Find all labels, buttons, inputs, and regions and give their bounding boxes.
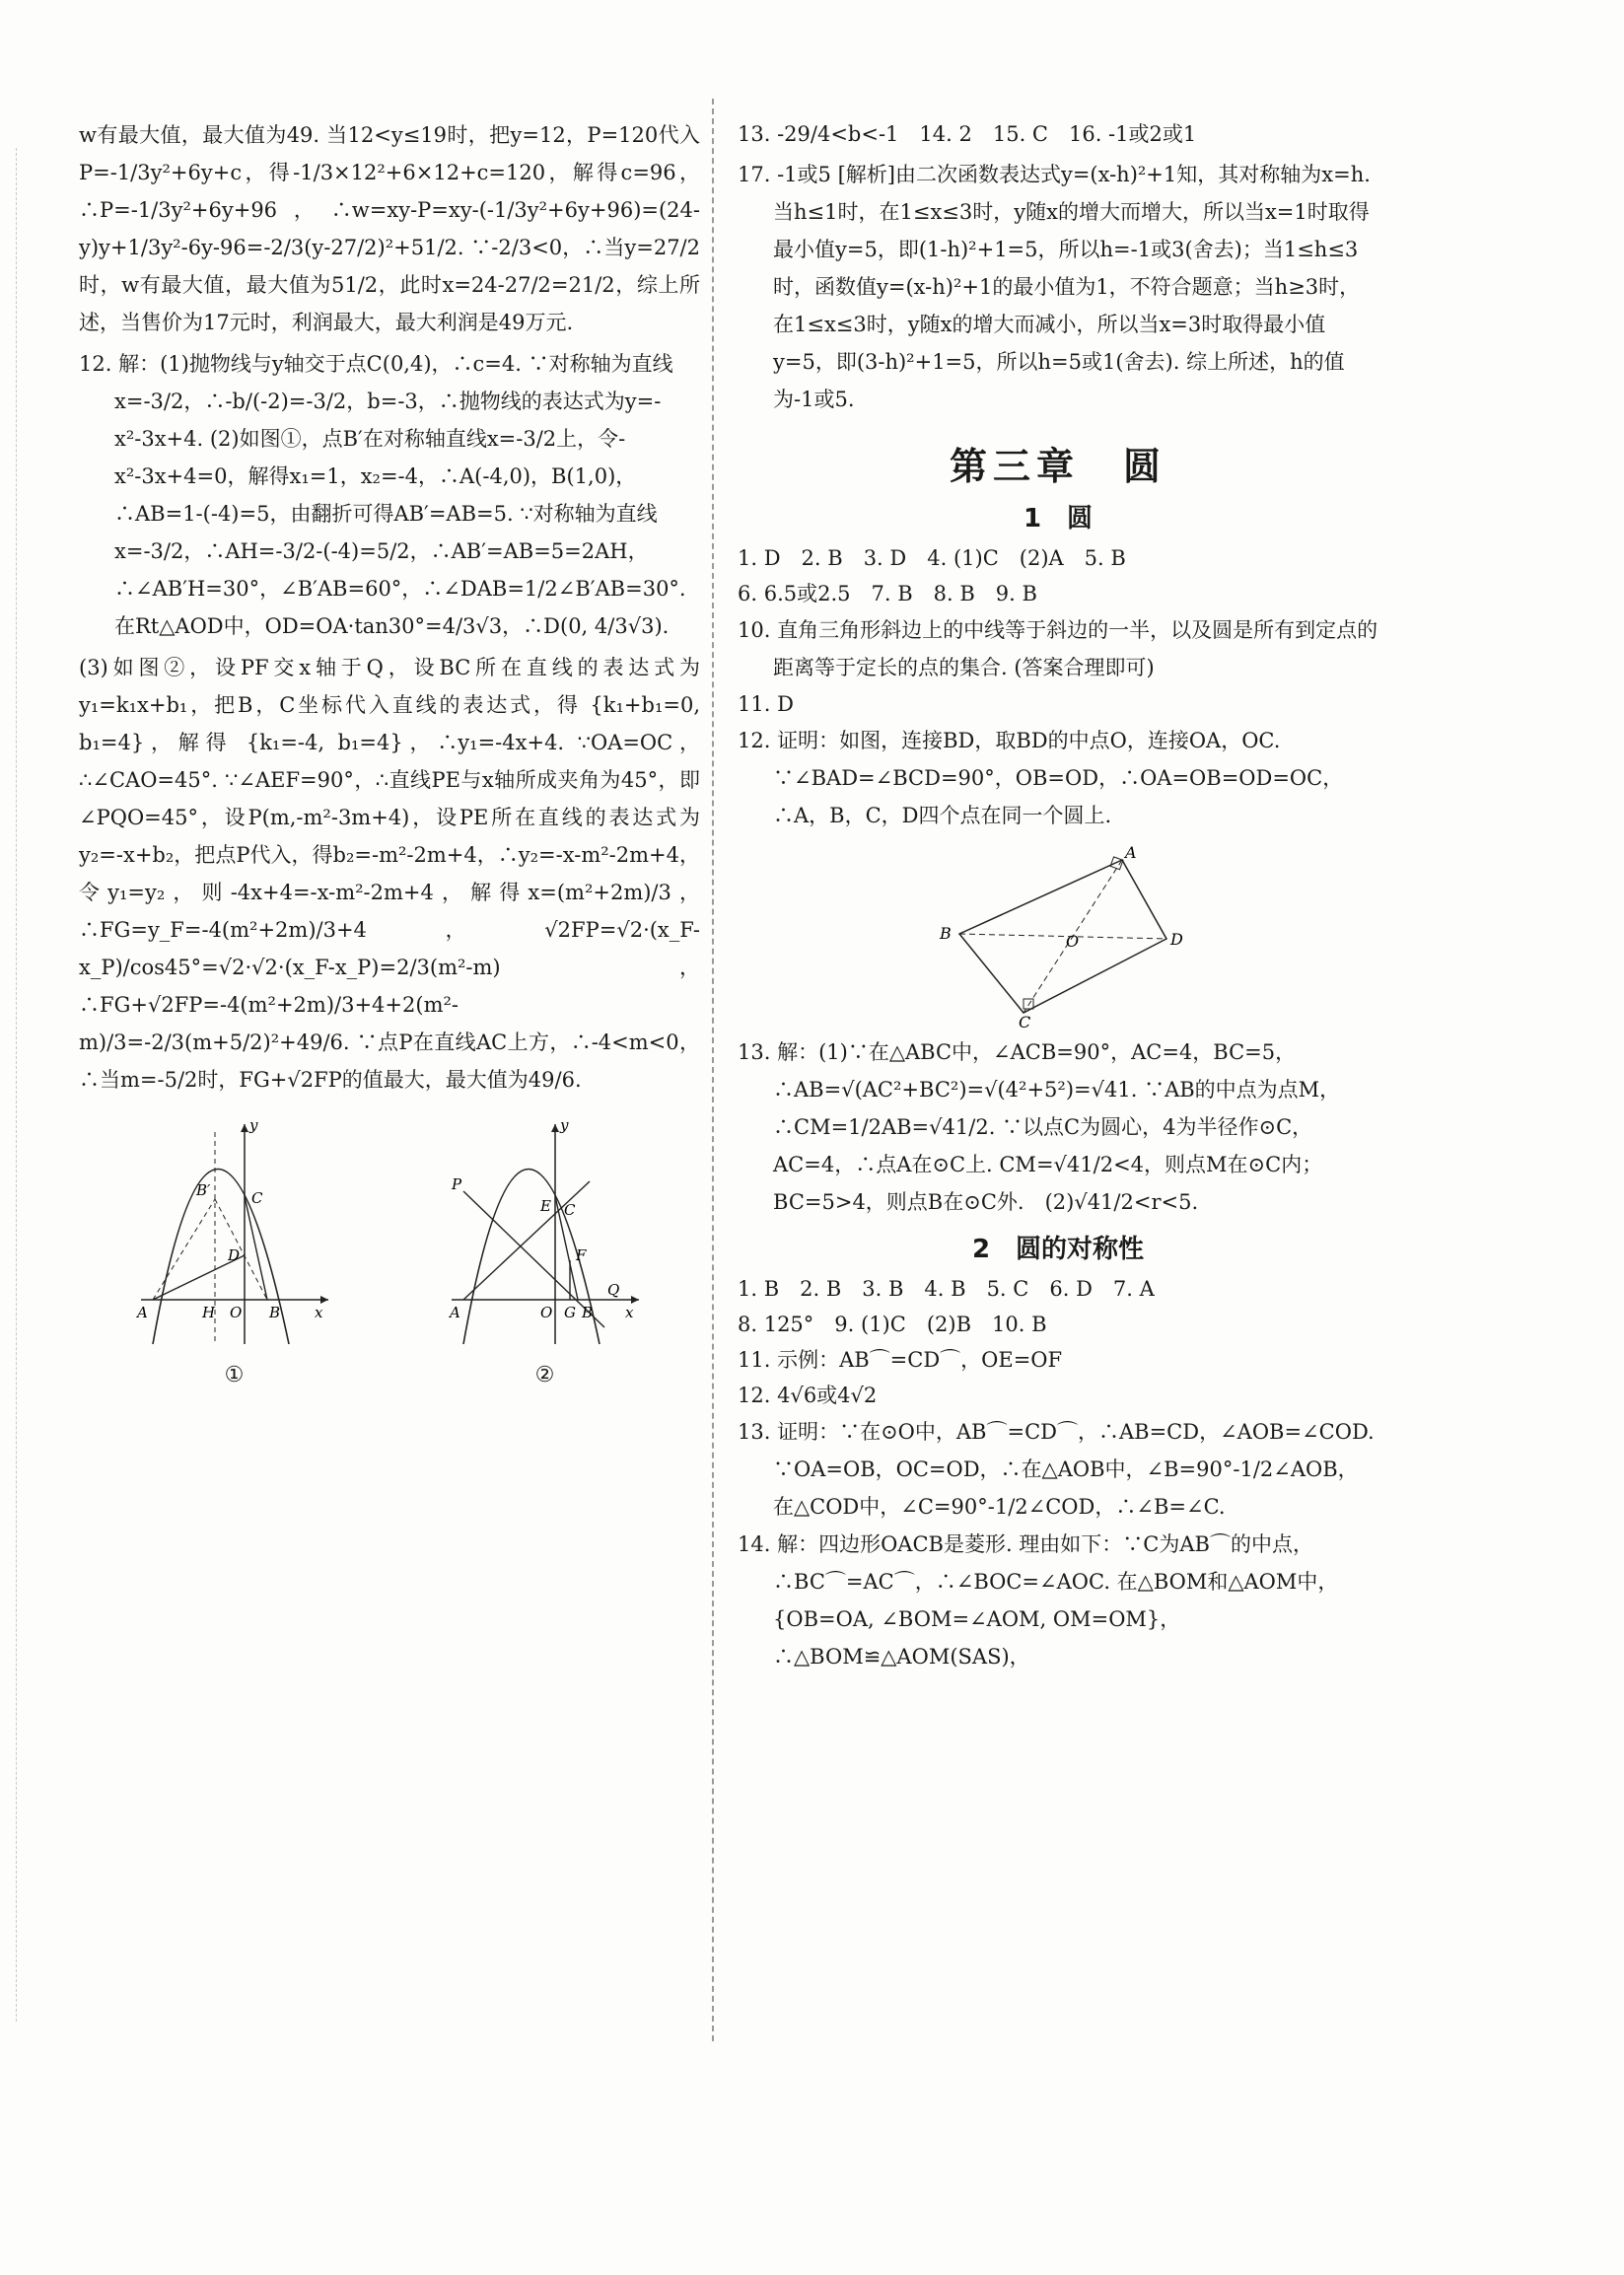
q12-part3: (3)如图②，设PF交x轴于Q，设BC所在直线的表达式为y₁=k₁x+b₁，把B，C坐标代入直线的表达式，得 {k₁+b₁=0, b₁=4}，解得 {k₁=-4, b₁=4}，∴y₁=-4x+4. ∵OA=OC，∴∠CAO=45°. ∵∠AEF=90°，∴直线PE与x轴所成夹角为45°，即∠PQO=45°，设P(m,-m²-3m+4)，设PE所在直线的表达式为y₂=-x+b₂，把点P代入，得b₂=-m²-2m+4，∴y₂=-x-m²-2m+4，令y₁=y₂，则-4x+4=-x-m²-2m+4，解得x=(m²+2m)/3，∴FG=y_F=-4(m²+2m)/3+4，√2FP=√2·(x_F-x_P)/cos45°=√2·√2·(x_F-x_P)=2/3(m²-m)，∴FG+√2FP=-4(m²+2m)/3+4+2(m²-m)/3=-2/3(m+5/2)²+49/6. ∵点P在直线AC上方，∴-4<m<0，∴当m=-5/2时，FG+√2FP的值最大，最大值为49/6.	[79, 656, 700, 1092]
quadrilateral-figure	[930, 840, 1186, 1028]
answers-13-16: 13. -29/4<b<-1 14. 2 15. C 16. -1或2或1	[738, 122, 1197, 146]
fig2-label: B	[581, 1304, 593, 1321]
right-column	[738, 116, 1378, 1675]
quad-label: A	[1125, 843, 1137, 862]
fig1-label: A	[136, 1304, 148, 1321]
fig2-label: x	[624, 1304, 633, 1321]
figure-1-caption: ①	[224, 1363, 245, 1387]
figure-2-caption: ②	[534, 1363, 555, 1387]
fig2-label: F	[575, 1246, 586, 1264]
chapter-title: 第三章 圆	[949, 445, 1166, 488]
s1-answers-2: 6. 6.5或2.5 7. B 8. B 9. B	[738, 582, 1037, 605]
fig2-label: y	[559, 1116, 568, 1134]
fig1-label: D	[227, 1246, 240, 1264]
fig2-label: C	[563, 1201, 575, 1219]
fig1-label: H	[201, 1304, 215, 1321]
fig1-label: B′	[195, 1181, 210, 1199]
fig1-label: O	[229, 1304, 242, 1321]
q17: 17. -1或5 [解析]由二次函数表达式y=(x-h)²+1知，其对称轴为x=h. 当h≤1时，在1≤x≤3时，y随x的增大而增大，所以当x=1时取得最小值y=5，即(1-h)²+1=5，所以h=-1或3(舍去)；当1≤h≤3时，函数值y=(x-h)²+1的最小值为1，不符合题意；当h≥3时，在1≤x≤3时，y随x的增大而减小，所以当x=3时取得最小值y=5，即(3-h)²+1=5，所以h=5或1(舍去). 综上所述，h的值为-1或5.	[738, 163, 1371, 411]
s2-answer-12: 12. 4√6或4√2	[738, 1384, 878, 1407]
figure-1	[131, 1112, 338, 1387]
s1-q10: 10. 直角三角形斜边上的中线等于斜边的一半，以及圆是所有到定点的距离等于定长的点的集合. (答案合理即可)	[738, 618, 1378, 679]
parabola-figure-1	[131, 1112, 338, 1359]
s1-answer-11: 11. D	[738, 692, 794, 716]
fig2-label: Q	[606, 1281, 619, 1299]
q12-part1: 12. 解：(1)抛物线与y轴交于点C(0,4)，∴c=4. ∵对称轴为直线x=-3/2，∴-b/(-2)=-3/2，b=-3，∴抛物线的表达式为y=-x²-3x+4. (2)如图①，点B′在对称轴直线x=-3/2上，令-x²-3x+4=0，解得x₁=1，x₂=-4，∴A(-4,0)，B(1,0)，∴AB=1-(-4)=5，由翻折可得AB′=AB=5. ∵对称轴为直线x=-3/2，∴AH=-3/2-(-4)=5/2，∴AB′=AB=5=2AH，∴∠AB′H=30°，∠B′AB=60°，∴∠DAB=1/2∠B′AB=30°. 在Rt△AOD中，OD=OA·tan30°=4/3√3，∴D(0, 4/3√3).	[79, 352, 686, 638]
column-divider	[712, 99, 714, 2041]
figure-2	[442, 1112, 649, 1387]
fig2-label: A	[449, 1304, 460, 1321]
quad-label: D	[1170, 930, 1183, 949]
fig1-label: B	[268, 1304, 280, 1321]
quad-label: O	[1066, 932, 1080, 951]
fig1-label: C	[250, 1189, 262, 1207]
s2-q14: 14. 解：四边形OACB是菱形. 理由如下：∵C为AB⌒的中点，∴BC⌒=AC⌒，∴∠BOC=∠AOC. 在△BOM和△AOM中，{OB=OA, ∠BOM=∠AOM, OM=OM}，∴△BOM≌△AOM(SAS)，	[738, 1532, 1339, 1669]
quad-label: B	[940, 924, 952, 943]
fig1-label: y	[248, 1116, 257, 1134]
figure-row	[79, 1112, 700, 1387]
left-column	[79, 116, 700, 1387]
s1-answers-1: 1. D 2. B 3. D 4. (1)C (2)A 5. B	[738, 546, 1126, 570]
s2-answers-2: 8. 125° 9. (1)C (2)B 10. B	[738, 1313, 1047, 1336]
section-2-title: 2 圆的对称性	[971, 1235, 1145, 1264]
fig2-label: E	[539, 1197, 551, 1215]
q11-continuation: w有最大值，最大值为49. 当12<y≤19时，把y=12，P=120代入P=-1/3y²+6y+c，得-1/3×12²+6×12+c=120，解得c=96，∴P=-1/3y²+6y+96，∴w=xy-P=xy-(-1/3y²+6y+96)=(24-y)y+1/3y²-6y-96=-2/3(y-27/2)²+51/2. ∵-2/3<0，∴当y=27/2时，w有最大值，最大值为51/2，此时x=24-27/2=21/2，综上所述，当售价为17元时，利润最大，最大利润是49万元.	[79, 123, 700, 334]
fig2-label: O	[539, 1304, 552, 1321]
parabola-figure-2	[442, 1112, 649, 1359]
fig1-label: x	[314, 1304, 322, 1321]
fig2-label: P	[451, 1175, 461, 1193]
s1-q13: 13. 解：(1)∵在△ABC中，∠ACB=90°，AC=4，BC=5，∴AB=√(AC²+BC²)=√(4²+5²)=√41. ∵AB的中点为点M，∴CM=1/2AB=√41/2. ∵以点C为圆心，4为半径作⊙C，AC=4，∴点A在⊙C上. CM=√41/2<4，则点M在⊙C内；BC=5>4，则点B在⊙C外. (2)√41/2<r<5.	[738, 1040, 1341, 1214]
quad-label: C	[1019, 1013, 1031, 1028]
section-1-title: 1 圆	[1023, 504, 1094, 533]
s2-answers-1: 1. B 2. B 3. B 4. B 5. C 6. D 7. A	[738, 1277, 1155, 1301]
fig2-label: G	[563, 1304, 576, 1321]
s2-answer-11: 11. 示例：AB⌒=CD⌒，OE=OF	[738, 1348, 1063, 1372]
s1-q12: 12. 证明：如图，连接BD，取BD的中点O，连接OA，OC. ∵∠BAD=∠BCD=90°，OB=OD，∴OA=OB=OD=OC，∴A，B，C，D四个点在同一个圆上.	[738, 729, 1344, 827]
s2-q13: 13. 证明：∵在⊙O中，AB⌒=CD⌒，∴AB=CD，∠AOB=∠COD. ∵OA=OB，OC=OD，∴在△AOB中，∠B=90°-1/2∠AOB，在△COD中，∠C=90°-1/2∠COD，∴∠B=∠C.	[738, 1420, 1375, 1519]
margin-line	[16, 148, 17, 2022]
